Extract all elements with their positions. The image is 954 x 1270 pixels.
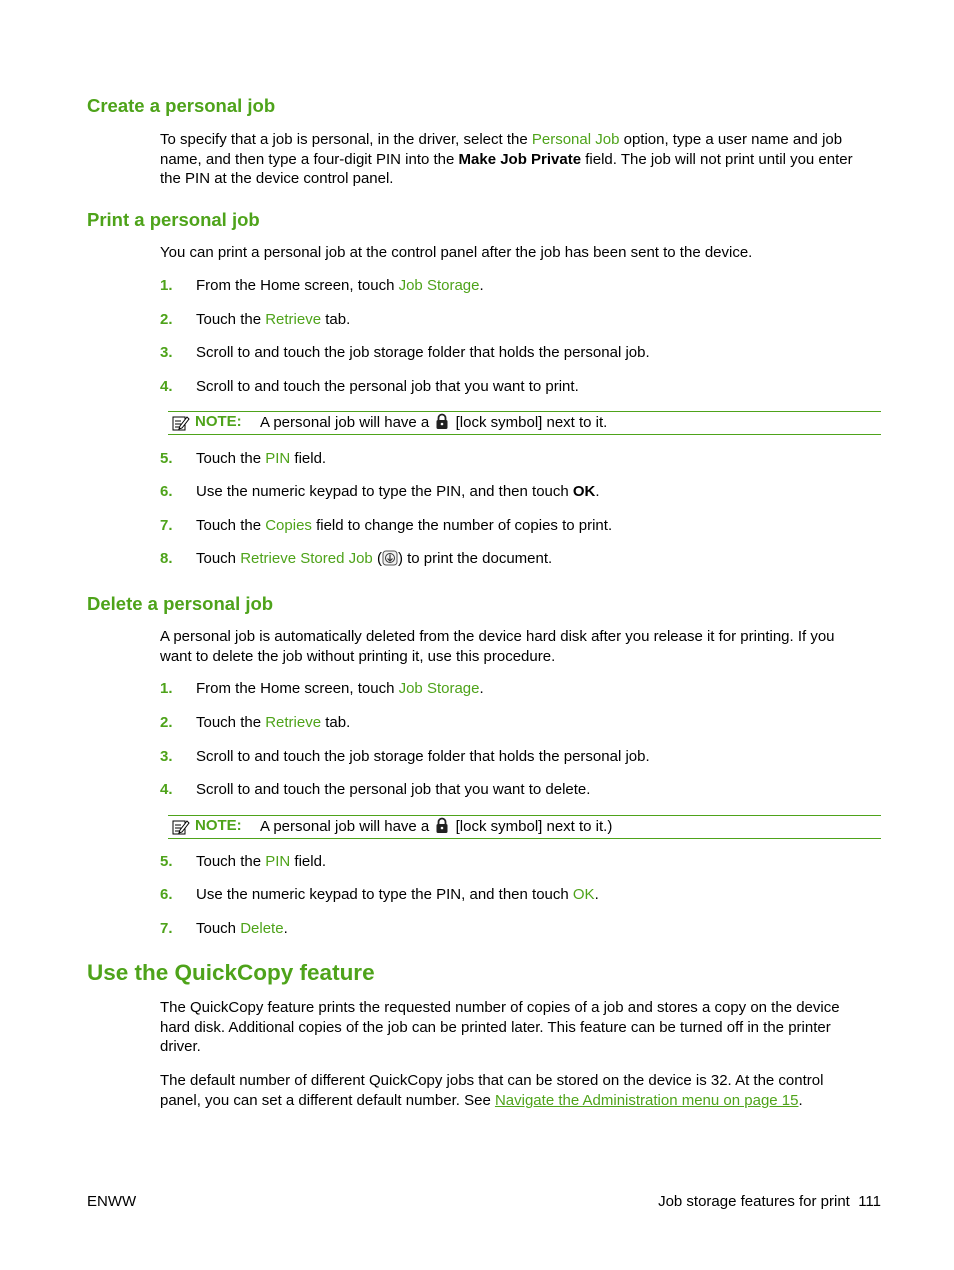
note-label: NOTE: (195, 413, 242, 430)
step-number: 5. (160, 450, 173, 467)
page-number: 111 (858, 1193, 881, 1210)
list-item: From the Home screen, touch Job Storage. (196, 277, 484, 294)
create-paragraph: To specify that a job is personal, in the driver, select the Personal Job option, type a user name and job name, and then type a four-digit PIN into the Make Job Private field. The job will not print until you enter the PIN at the device control panel. (160, 131, 853, 187)
list-item: Touch the PIN field. (196, 853, 327, 870)
step-number: 4. (160, 781, 173, 798)
step-number: 1. (160, 277, 173, 294)
step-number: 1. (160, 680, 173, 697)
list-item: Touch Retrieve Stored Job ( ) to print the document. (196, 550, 552, 570)
note-icon (172, 415, 190, 435)
step-number: 2. (160, 311, 173, 328)
footer-section-title: Job storage features for print (658, 1193, 850, 1210)
step-number: 8. (160, 550, 173, 567)
list-item: Touch the Copies field to change the number of copies to print. (196, 517, 613, 534)
heading-print-personal-job: Print a personal job (87, 209, 260, 230)
note-icon (172, 819, 190, 839)
list-item: Touch the Retrieve tab. (196, 714, 351, 731)
lock-icon (435, 817, 449, 838)
list-item: Scroll to and touch the personal job that you want to delete. (196, 781, 591, 798)
note-label: NOTE: (195, 817, 242, 834)
list-item: Touch the PIN field. (196, 450, 327, 467)
step-number: 5. (160, 853, 173, 870)
list-item: From the Home screen, touch Job Storage. (196, 680, 484, 697)
footer-right (658, 1193, 881, 1210)
retrieve-stored-job-icon (382, 550, 398, 570)
print-intro: You can print a personal job at the control panel after the job has been sent to the device. (160, 244, 753, 261)
make-job-private-term: Make Job Private (458, 150, 582, 168)
step-number: 6. (160, 886, 173, 903)
delete-paragraph: A personal job is automatically deleted from the device hard disk after you release it for printing. If you want to delete the job without printing it, use this procedure. (160, 628, 835, 665)
list-item: Use the numeric keypad to type the PIN, and then touch OK. (196, 886, 599, 903)
step-number: 6. (160, 483, 173, 500)
list-item: Use the numeric keypad to type the PIN, and then touch OK. (196, 483, 600, 500)
step-number: 3. (160, 344, 173, 361)
heading-create-personal-job: Create a personal job (87, 95, 276, 116)
personal-job-term: Personal Job (531, 131, 620, 148)
heading-delete-personal-job: Delete a personal job (87, 593, 274, 614)
list-item: Scroll to and touch the job storage folder that holds the personal job. (196, 748, 650, 765)
step-number: 4. (160, 378, 173, 395)
admin-menu-link[interactable]: Navigate the Administration menu on page 15 (494, 1091, 799, 1109)
list-item: Touch the Retrieve tab. (196, 311, 351, 328)
quickcopy-paragraph-1: The QuickCopy feature prints the requested number of copies of a job and stores a copy on the device hard disk. Additional copies of the job can be printed later. This feature can be turned off in the printer driver. (160, 999, 840, 1055)
note-text: A personal job will have a [lock symbol] next to it.) (260, 817, 612, 838)
note-box (168, 411, 881, 435)
heading-quickcopy: Use the QuickCopy feature (87, 960, 375, 985)
step-number: 3. (160, 748, 173, 765)
quickcopy-paragraph-2: The default number of different QuickCopy jobs that can be stored on the device is 32. At the control panel, you can set a different default number. See Navigate the Administration menu on page 15. (160, 1072, 824, 1109)
step-number: 7. (160, 517, 173, 534)
footer-left: ENWW (87, 1193, 137, 1210)
step-number: 7. (160, 920, 173, 937)
step-number: 2. (160, 714, 173, 731)
list-item: Scroll to and touch the job storage folder that holds the personal job. (196, 344, 650, 361)
list-item: Touch Delete. (196, 920, 288, 937)
note-box (168, 815, 881, 839)
list-item: Scroll to and touch the personal job that you want to print. (196, 378, 579, 395)
note-text: A personal job will have a [lock symbol] next to it. (260, 413, 607, 434)
lock-icon (435, 413, 449, 434)
